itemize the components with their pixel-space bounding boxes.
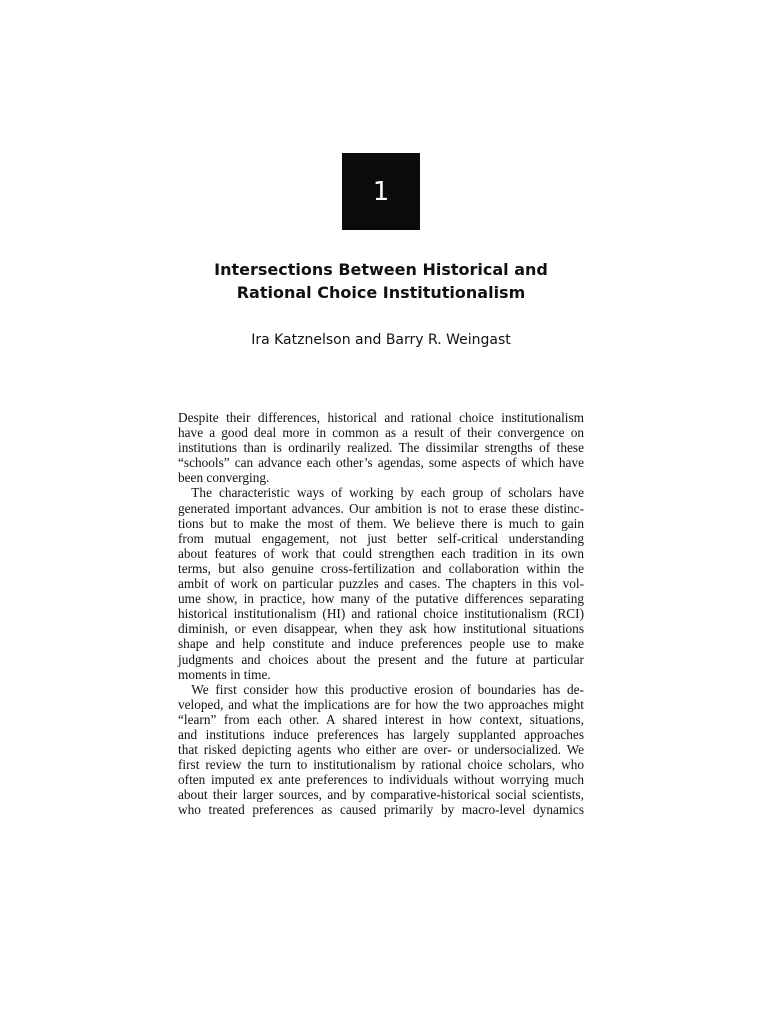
text-line: have a good deal more in common as a result of their convergence on <box>178 425 584 441</box>
text-line: historical institutionalism (HI) and rational choice institutionalism (RCI) <box>178 606 584 622</box>
text-line: veloped, and what the implications are for how the two approaches might <box>178 696 584 712</box>
text-line: moments in time. <box>178 666 271 682</box>
text-line: institutions than is ordinarily realized. The dissimilar strengths of these <box>178 440 584 456</box>
chapter-title-line: Intersections Between Historical and <box>214 260 548 279</box>
chapter-number: 1 <box>372 176 390 207</box>
text-line: that risked depicting agents who either are over- or undersocialized. We <box>178 742 584 758</box>
text-line: diminish, or even disappear, when they ask how institutional situations <box>178 621 584 637</box>
text-line: ambit of work on particular puzzles and cases. The chapters in this vol- <box>178 576 584 592</box>
text-line: been converging. <box>178 470 270 486</box>
chapter-number-box <box>342 153 420 230</box>
text-line: ume show, in practice, how many of the putative differences separating <box>178 591 584 607</box>
text-line: first review the turn to institutionalism by rational choice scholars, who <box>178 757 584 773</box>
text-line: “schools” can advance each other’s agendas, some aspects of which have <box>178 455 584 471</box>
text-line: about features of work that could strengthen each tradition in its own <box>178 545 584 561</box>
text-line: from mutual engagement, not just better self-critical understanding <box>178 530 584 546</box>
text-line: “learn” from each other. A shared interest in how context, situations, <box>178 711 584 727</box>
text-line: We first consider how this productive erosion of boundaries has de- <box>178 681 584 697</box>
text-line: who treated preferences as caused primarily by macro-level dynamics <box>178 802 584 818</box>
text-line: terms, but also genuine cross-fertilization and collaboration within the <box>178 560 584 576</box>
text-line: judgments and choices about the present and the future at particular <box>178 651 584 667</box>
text-line: often imputed ex ante preferences to individuals without worrying much <box>178 772 584 788</box>
text-line: and institutions induce preferences has largely supplanted approaches <box>178 726 584 742</box>
text-line: generated important advances. Our ambition is not to erase these distinc- <box>178 500 584 516</box>
chapter-authors: Ira Katznelson and Barry R. Weingast <box>251 332 511 348</box>
chapter-title-line: Rational Choice Institutionalism <box>236 283 526 302</box>
text-line: about their larger sources, and by comparative-historical social scientists, <box>178 787 584 803</box>
body-text <box>178 410 584 818</box>
text-line: shape and help constitute and induce preferences people use to make <box>178 636 584 652</box>
text-line: Despite their differences, historical and rational choice institutionalism <box>178 410 584 425</box>
text-line: The characteristic ways of working by each group of scholars have <box>178 485 584 501</box>
text-line: tions but to make the most of them. We believe there is much to gain <box>178 515 584 531</box>
chapter-title <box>130 258 632 304</box>
